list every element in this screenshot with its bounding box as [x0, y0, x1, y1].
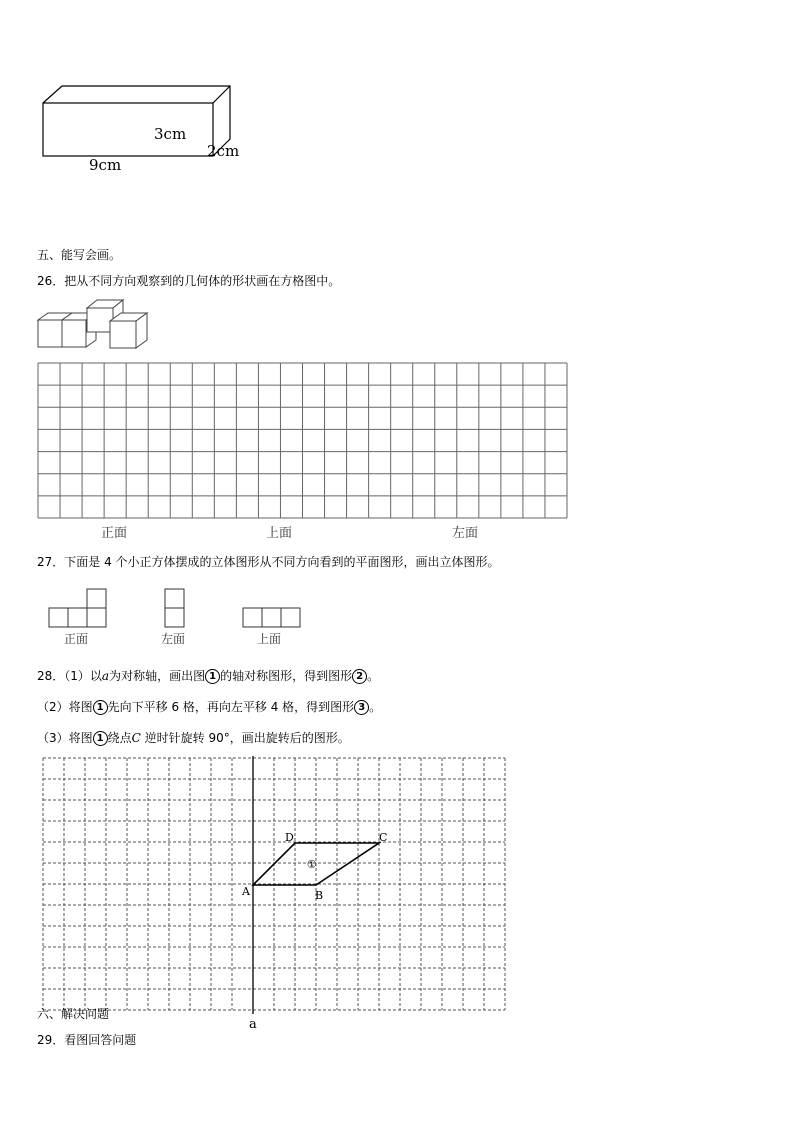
q26-caption-front: 正面 — [101, 526, 128, 541]
q28-part2-prefix: （2）将图 — [37, 700, 93, 714]
cuboid-height-label: 3cm — [154, 125, 187, 143]
q28-part3-end: 逆时针旋转 90°，画出旋转后的图形。 — [140, 731, 350, 745]
q28-part2-end: 。 — [369, 700, 382, 714]
section-six-title: 六、解决问题 — [37, 1007, 110, 1021]
question-26-text: 26．把从不同方向观察到的几何体的形状画在方格图中。 — [37, 274, 341, 288]
axis-label: a — [249, 1017, 257, 1032]
section-five-title: 五、能写会画。 — [37, 248, 122, 262]
axis-symbol: a — [101, 669, 110, 683]
vertex-label-b: B — [315, 889, 324, 902]
q27-caption-left: 左面 — [161, 632, 186, 646]
vertex-label-a: A — [242, 885, 250, 898]
point-c-symbol: C — [131, 731, 141, 745]
question-27-text: 27．下面是 4 个小正方体摆成的立体图形从不同方向看到的平面图形，画出立体图形。 — [37, 555, 500, 569]
figure-3-badge: 3 — [354, 700, 369, 715]
cuboid-length-label: 9cm — [89, 156, 122, 174]
figure-1-badge: 1 — [93, 700, 108, 715]
vertex-label-d: D — [285, 831, 294, 844]
vertex-label-c: C — [379, 831, 388, 844]
q28-part1-end: 。 — [367, 669, 380, 683]
q28-part3-mid: 绕点 — [107, 731, 132, 745]
q28-part1-prefix: 28．（1）以 — [37, 669, 102, 683]
figure-1-badge: 1 — [205, 669, 220, 684]
q28-part1-mid: 为对称轴，画出图 — [109, 669, 206, 683]
question-29-text: 29．看图回答问题 — [37, 1033, 137, 1047]
figure-2-badge: 2 — [352, 669, 367, 684]
q27-caption-front: 正面 — [64, 632, 89, 646]
figure-1-badge: 1 — [93, 731, 108, 746]
q26-caption-left: 左面 — [452, 526, 479, 541]
q28-part1-mid2: 的轴对称图形，得到图形 — [220, 669, 353, 683]
q27-caption-top: 上面 — [257, 632, 282, 646]
q28-part3-prefix: （3）将图 — [37, 731, 93, 745]
cuboid-depth-label: 2cm — [207, 142, 240, 160]
q26-caption-top: 上面 — [266, 526, 293, 541]
q28-part2-mid: 先向下平移 6 格，再向左平移 4 格，得到图形 — [107, 700, 355, 714]
figure-1-label: ① — [306, 858, 317, 871]
